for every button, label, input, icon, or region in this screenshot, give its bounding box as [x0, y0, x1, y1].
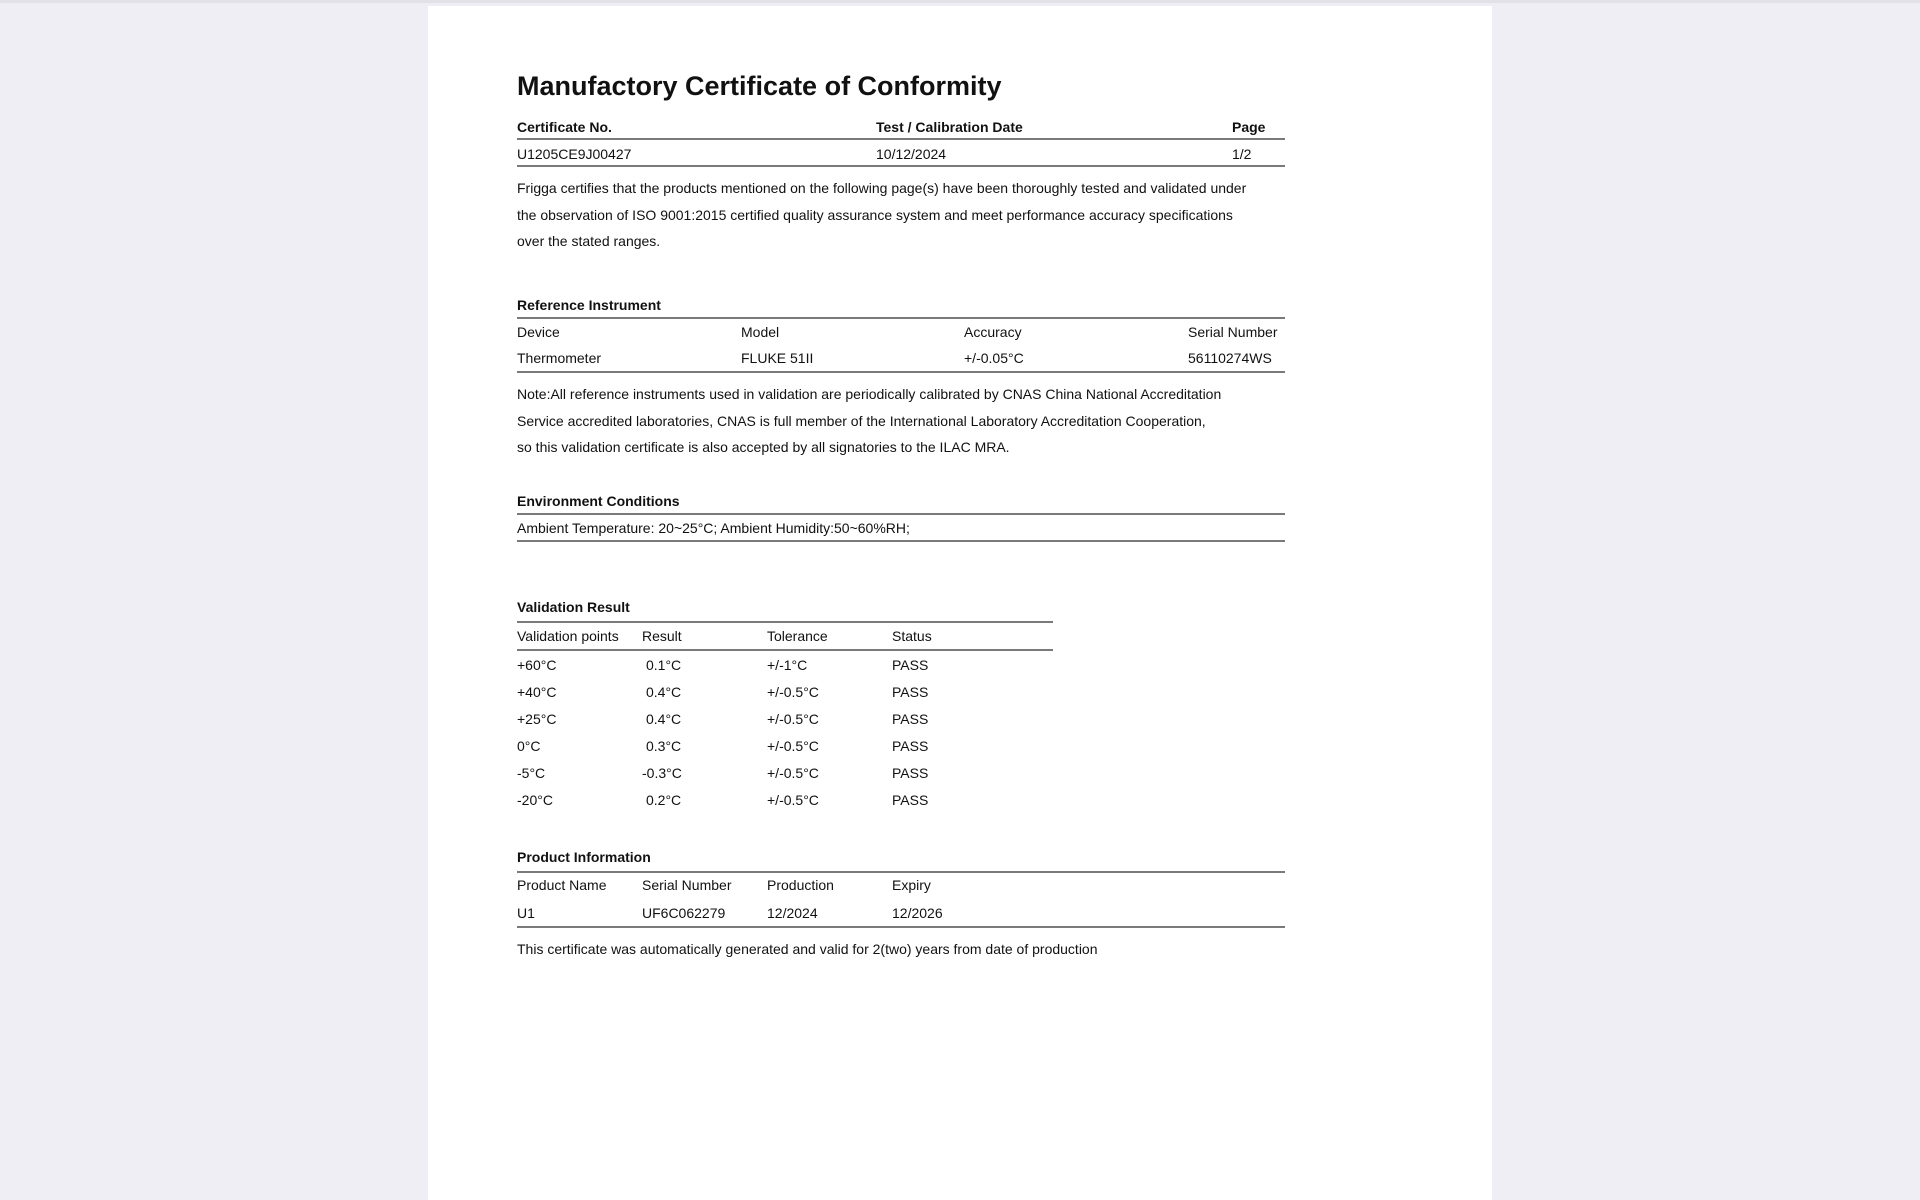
certificate-no-header: Certificate No.	[517, 119, 612, 135]
validation-tolerance: +/-0.5°C	[767, 792, 819, 808]
product-info-heading: Product Information	[517, 849, 651, 865]
intro-line: Frigga certifies that the products mentioned on the following page(s) have been thoroughly tested and validated under	[517, 180, 1247, 196]
reference-col-accuracy: Accuracy	[964, 324, 1022, 340]
reference-note	[517, 381, 1221, 461]
validation-result-value: 0.1°C	[646, 657, 682, 673]
validation-point: +60°C	[517, 657, 557, 673]
reference-table-rule-bottom	[517, 371, 1285, 373]
product-col-serial: Serial Number	[642, 877, 732, 893]
validation-heading: Validation Result	[517, 599, 630, 615]
product-name-value: U1	[517, 905, 535, 921]
validation-col-points: Validation points	[517, 628, 619, 644]
validation-point: 0°C	[517, 738, 541, 754]
validation-status: PASS	[892, 738, 929, 754]
certificate-no-value: U1205CE9J00427	[517, 146, 632, 162]
header-table-rule-bottom	[517, 165, 1285, 167]
product-rule-top	[517, 871, 1285, 873]
validation-point: -5°C	[517, 765, 546, 781]
reference-instrument-heading: Reference Instrument	[517, 297, 661, 313]
validation-tolerance: +/-1°C	[767, 657, 808, 673]
validation-col-tolerance: Tolerance	[767, 628, 828, 644]
product-col-production: Production	[767, 877, 834, 893]
intro-line: the observation of ISO 9001:2015 certified quality assurance system and meet performance accuracy specifications	[517, 206, 1233, 223]
reference-col-model: Model	[741, 324, 780, 340]
validation-point: +25°C	[517, 711, 557, 727]
product-serial-value: UF6C062279	[642, 905, 726, 921]
validation-col-result: Result	[642, 628, 682, 644]
validity-footer-note: This certificate was automatically generated and valid for 2(two) years from date of production	[517, 941, 1098, 957]
validation-status: PASS	[892, 711, 929, 727]
document-page	[428, 6, 1492, 1200]
validation-tolerance: +/-0.5°C	[767, 711, 819, 727]
reference-accuracy-value: +/-0.05°C	[964, 350, 1024, 366]
reference-model-value: FLUKE 51II	[741, 350, 814, 366]
validation-rule-header	[517, 649, 1053, 651]
viewer-top-bar	[0, 0, 1920, 3]
validation-result-value: 0.4°C	[646, 711, 682, 727]
validation-status: PASS	[892, 765, 929, 781]
product-rule-bottom	[517, 926, 1285, 928]
intro-paragraph	[517, 175, 1246, 255]
validation-col-status: Status	[892, 628, 932, 644]
product-col-expiry: Expiry	[892, 877, 931, 893]
validation-tolerance: +/-0.5°C	[767, 684, 819, 700]
validation-point: +40°C	[517, 684, 557, 700]
note-line: Note:All reference instruments used in validation are periodically calibrated by CNAS China National Accreditation	[517, 386, 1222, 402]
validation-result-value: 0.4°C	[646, 684, 682, 700]
reference-serial-value: 56110274WS	[1188, 350, 1272, 366]
product-production-value: 12/2024	[767, 905, 818, 921]
page-number-value: 1/2	[1232, 146, 1252, 162]
validation-status: PASS	[892, 657, 929, 673]
note-line: Service accredited laboratories, CNAS is full member of the International Laboratory Accreditation Cooperation,	[517, 412, 1206, 429]
intro-line: over the stated ranges.	[517, 233, 661, 249]
validation-result-value: 0.3°C	[646, 738, 682, 754]
calibration-date-value: 10/12/2024	[876, 146, 947, 162]
validation-status: PASS	[892, 684, 929, 700]
validation-result-value: -0.3°C	[642, 765, 682, 781]
page-header: Page	[1232, 119, 1266, 135]
validation-result-value: 0.2°C	[646, 792, 682, 808]
environment-heading: Environment Conditions	[517, 493, 680, 509]
product-expiry-value: 12/2026	[892, 905, 943, 921]
validation-status: PASS	[892, 792, 929, 808]
reference-col-device: Device	[517, 324, 560, 340]
note-line: so this validation certificate is also accepted by all signatories to the ILAC MRA.	[517, 439, 1010, 455]
environment-rule-bottom	[517, 540, 1285, 542]
page-title: Manufactory Certificate of Conformity	[517, 71, 1002, 101]
header-table-rule-top	[517, 138, 1285, 140]
environment-rule-top	[517, 513, 1285, 515]
calibration-date-header: Test / Calibration Date	[876, 119, 1023, 135]
reference-table-rule-top	[517, 317, 1285, 319]
product-col-name: Product Name	[517, 877, 607, 893]
validation-rule-top	[517, 621, 1053, 623]
reference-col-serial: Serial Number	[1188, 324, 1278, 340]
reference-device-value: Thermometer	[517, 350, 602, 366]
environment-text: Ambient Temperature: 20~25°C; Ambient Humidity:50~60%RH;	[517, 520, 910, 536]
validation-tolerance: +/-0.5°C	[767, 765, 819, 781]
validation-tolerance: +/-0.5°C	[767, 738, 819, 754]
validation-point: -20°C	[517, 792, 553, 808]
